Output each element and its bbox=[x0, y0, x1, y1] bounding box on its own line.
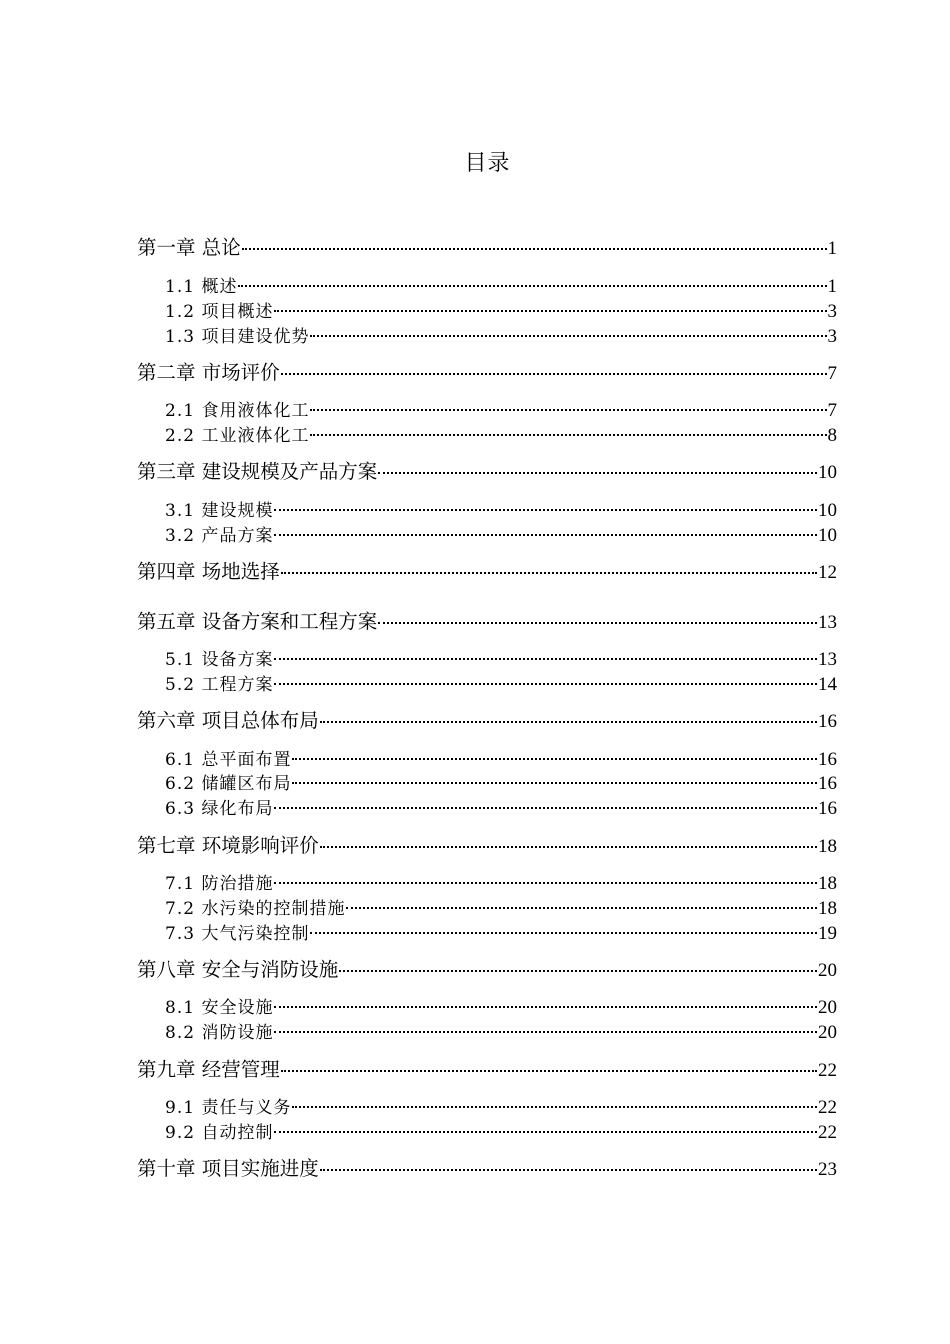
dot-leader bbox=[281, 1070, 817, 1072]
toc-section-1-1[interactable] bbox=[137, 274, 837, 299]
toc-section-1-2[interactable] bbox=[137, 299, 837, 324]
dot-leader bbox=[274, 509, 817, 511]
dot-leader bbox=[274, 807, 817, 809]
dot-leader bbox=[320, 721, 817, 723]
toc-page-number: 16 bbox=[818, 773, 837, 794]
toc-chapter-9[interactable] bbox=[137, 1056, 837, 1084]
dot-leader bbox=[292, 1106, 817, 1108]
toc-page-number: 20 bbox=[818, 1022, 837, 1043]
toc-chapter-8[interactable] bbox=[137, 956, 837, 984]
dot-leader bbox=[339, 970, 817, 972]
toc-entry-label: 3.2 产品方案 bbox=[165, 526, 274, 546]
toc-entry-label: 第九章 经营管理 bbox=[137, 1058, 280, 1081]
toc-page-number: 23 bbox=[818, 1159, 837, 1180]
dot-leader bbox=[274, 1031, 817, 1033]
dot-leader bbox=[310, 932, 817, 934]
toc-entry-label: 1.3 项目建设优势 bbox=[165, 327, 310, 347]
toc-entry-label: 第十章 项目实施进度 bbox=[137, 1157, 319, 1180]
toc-page-number: 18 bbox=[818, 898, 837, 919]
toc-page-number: 1 bbox=[827, 238, 837, 259]
toc-page-number: 16 bbox=[818, 711, 837, 732]
toc-page-number: 10 bbox=[818, 525, 837, 546]
dot-leader bbox=[274, 1131, 817, 1133]
toc-page-number: 10 bbox=[818, 462, 837, 483]
toc-section-9-1[interactable] bbox=[137, 1095, 837, 1120]
toc-page-number: 22 bbox=[818, 1060, 837, 1081]
toc-entry-label: 5.2 工程方案 bbox=[165, 675, 274, 695]
toc-page-number: 19 bbox=[818, 923, 837, 944]
dot-leader bbox=[238, 285, 826, 287]
toc-page-number: 7 bbox=[827, 400, 837, 421]
toc-entry-label: 第三章 建设规模及产品方案 bbox=[137, 460, 378, 483]
toc-entry-label: 6.1 总平面布置 bbox=[165, 750, 292, 770]
toc-entry-label: 第五章 设备方案和工程方案 bbox=[137, 610, 378, 633]
toc-page-number: 3 bbox=[827, 326, 837, 347]
toc-chapter-5[interactable] bbox=[137, 608, 837, 636]
toc-page-number: 20 bbox=[818, 960, 837, 981]
dot-leader bbox=[378, 472, 817, 474]
dot-leader bbox=[310, 409, 826, 411]
dot-leader bbox=[378, 622, 817, 624]
toc-section-6-1[interactable] bbox=[137, 747, 837, 772]
dot-leader bbox=[274, 683, 817, 685]
toc-section-1-3[interactable] bbox=[137, 324, 837, 349]
dot-leader bbox=[310, 335, 826, 337]
toc-page-number: 12 bbox=[818, 562, 837, 583]
dot-leader bbox=[274, 534, 817, 536]
dot-leader bbox=[281, 373, 827, 375]
toc-section-2-1[interactable] bbox=[137, 398, 837, 423]
toc-page-number: 14 bbox=[818, 674, 837, 695]
toc-chapter-7[interactable] bbox=[137, 832, 837, 860]
dot-leader bbox=[274, 1006, 817, 1008]
toc-section-6-3[interactable] bbox=[137, 796, 837, 821]
toc-entry-label: 8.1 安全设施 bbox=[165, 998, 274, 1018]
toc-page-number: 16 bbox=[818, 798, 837, 819]
toc-entry-label: 9.1 责任与义务 bbox=[165, 1098, 292, 1118]
toc-entry-label: 6.2 储罐区布局 bbox=[165, 774, 292, 794]
dot-leader bbox=[292, 782, 817, 784]
toc-section-5-1[interactable] bbox=[137, 647, 837, 672]
toc-entry-label: 第七章 环境影响评价 bbox=[137, 834, 319, 857]
dot-leader bbox=[346, 907, 817, 909]
toc-page-number: 18 bbox=[818, 873, 837, 894]
toc-chapter-2[interactable] bbox=[137, 359, 837, 387]
toc-section-8-2[interactable] bbox=[137, 1020, 837, 1045]
toc-page-number: 3 bbox=[827, 301, 837, 322]
toc-page-number: 13 bbox=[818, 612, 837, 633]
toc-entry-label: 第六章 项目总体布局 bbox=[137, 709, 319, 732]
toc-page-number: 7 bbox=[827, 363, 837, 384]
toc-section-3-1[interactable] bbox=[137, 498, 837, 523]
dot-leader bbox=[281, 572, 817, 574]
toc-entry-label: 2.1 食用液体化工 bbox=[165, 401, 310, 421]
dot-leader bbox=[274, 310, 826, 312]
toc-entry-label: 9.2 自动控制 bbox=[165, 1123, 274, 1143]
toc-page-number: 8 bbox=[827, 425, 837, 446]
toc-page-number: 22 bbox=[818, 1122, 837, 1143]
toc-chapter-10[interactable] bbox=[137, 1155, 837, 1183]
toc-chapter-1[interactable] bbox=[137, 234, 837, 262]
dot-leader bbox=[292, 758, 817, 760]
toc-entry-label: 3.1 建设规模 bbox=[165, 501, 274, 521]
dot-leader bbox=[320, 846, 817, 848]
dot-leader bbox=[274, 658, 817, 660]
toc-section-7-3[interactable] bbox=[137, 921, 837, 946]
toc-entry-label: 第二章 市场评价 bbox=[137, 361, 280, 384]
dot-leader bbox=[320, 1169, 817, 1171]
toc-page-number: 18 bbox=[818, 836, 837, 857]
toc-entry-label: 8.2 消防设施 bbox=[165, 1023, 274, 1043]
toc-page-number: 20 bbox=[818, 997, 837, 1018]
toc-section-2-2[interactable] bbox=[137, 423, 837, 448]
toc-entry-label: 1.1 概述 bbox=[165, 277, 238, 297]
toc-section-7-1[interactable] bbox=[137, 871, 837, 896]
toc-page-number: 13 bbox=[818, 649, 837, 670]
toc-chapter-3[interactable] bbox=[137, 458, 837, 486]
toc-entry-label: 6.3 绿化布局 bbox=[165, 799, 274, 819]
toc-entry-label: 第八章 安全与消防设施 bbox=[137, 958, 339, 981]
toc-page-number: 16 bbox=[818, 749, 837, 770]
toc-page-number: 1 bbox=[827, 276, 837, 297]
toc-chapter-6[interactable] bbox=[137, 707, 837, 735]
toc-entry-label: 1.2 项目概述 bbox=[165, 302, 274, 322]
toc-entry-label: 7.2 水污染的控制措施 bbox=[165, 899, 346, 919]
toc-section-8-1[interactable] bbox=[137, 995, 837, 1020]
toc-page-number: 22 bbox=[818, 1097, 837, 1118]
toc-section-3-2[interactable] bbox=[137, 523, 837, 548]
toc-chapter-4[interactable] bbox=[137, 558, 837, 586]
dot-leader bbox=[310, 434, 826, 436]
page-title: 目录 bbox=[464, 151, 511, 176]
toc-section-7-2[interactable] bbox=[137, 896, 837, 921]
toc-entry-label: 5.1 设备方案 bbox=[165, 650, 274, 670]
toc-entry-label: 7.1 防治措施 bbox=[165, 874, 274, 894]
dot-leader bbox=[242, 248, 827, 250]
toc-entry-label: 第四章 场地选择 bbox=[137, 560, 280, 583]
toc-entry-label: 2.2 工业液体化工 bbox=[165, 426, 310, 446]
toc-section-9-2[interactable] bbox=[137, 1120, 837, 1145]
toc-page-number: 10 bbox=[818, 500, 837, 521]
toc-entry-label: 7.3 大气污染控制 bbox=[165, 924, 310, 944]
toc-section-5-2[interactable] bbox=[137, 672, 837, 697]
toc-section-6-2[interactable] bbox=[137, 771, 837, 796]
toc-entry-label: 第一章 总论 bbox=[137, 236, 241, 259]
dot-leader bbox=[274, 882, 817, 884]
